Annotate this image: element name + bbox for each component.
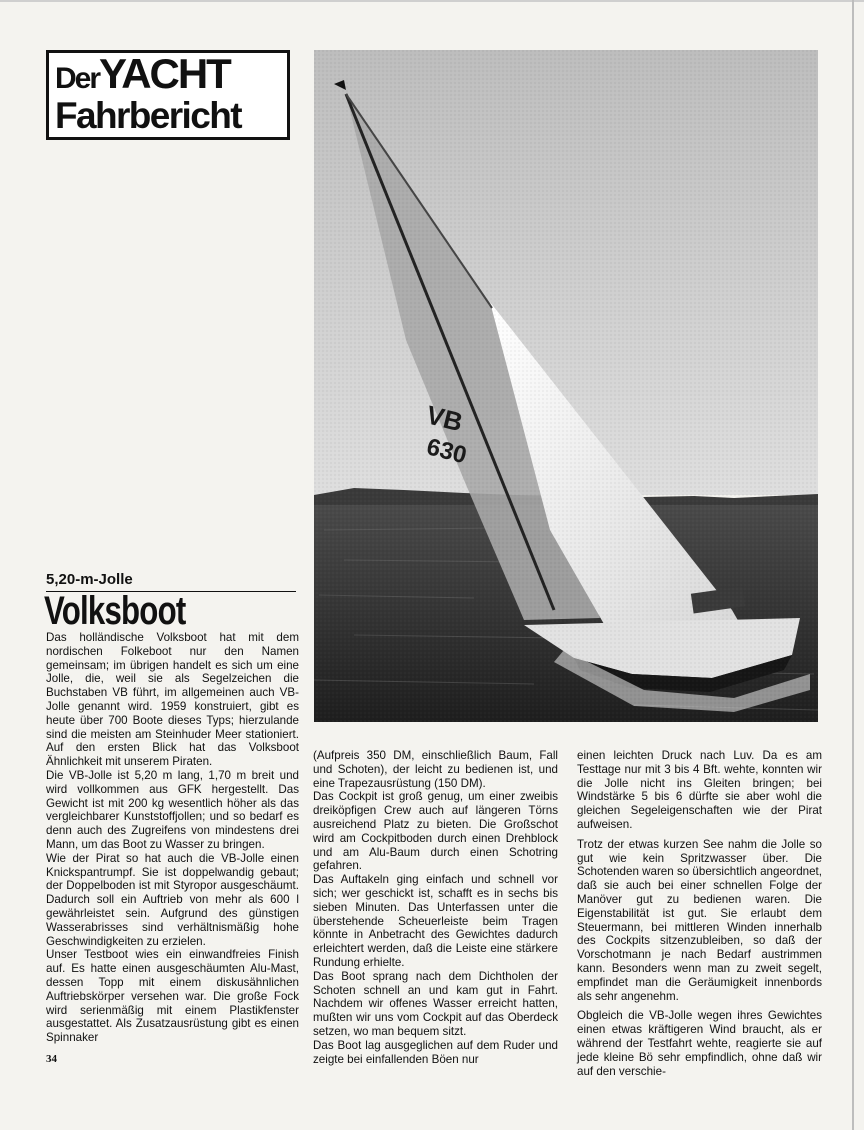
- logo-line-1: [55, 50, 230, 97]
- logo-der: Der: [55, 62, 100, 95]
- article-column-2: [313, 749, 558, 1066]
- page-edge-right: [852, 0, 854, 1130]
- article-subhead: 5,20-m-Jolle: [46, 571, 133, 588]
- photo-grain: [314, 50, 818, 722]
- page-number: 34: [46, 1053, 57, 1065]
- paragraph: Das holländische Volksboot hat mit dem nordischen Folkeboot nur den Namen gemeinsam; im übrigen handelt es sich um eine Jolle, die, weil sie als Segelzeichen die Buchstaben VB führt, im allgemeinen auch VB-Jolle genannt wird. 1959 konstruiert, gibt es heute über 700 Boote dieses Typs; hierzulande sind die meisten am Steinhuder Meer stationiert. Auf den ersten Blick hat das Volksboot Ähnlichkeit mit unserem Piraten.: [46, 631, 299, 769]
- paragraph: Die VB-Jolle ist 5,20 m lang, 1,70 m breit und wird vollkommen aus GFK hergestellt. Das Gewicht ist mit 200 kg wesentlich höher als das vergleichbarer Kunststoffjollen; und so bedarf es denn auch des Zugreifens von mindestens drei Mann, um das Boot zu Wasser zu bringen.: [46, 768, 299, 851]
- page-edge-top: [0, 0, 864, 2]
- paragraph: Das Boot sprang nach dem Dichtholen der Schoten schnell an und kam gut in Fahrt. Nachdem wir offenes Wasser erreicht hatten, mußten wir uns vom Cockpit auf das Oberdeck setzen, wo man bequem sitzt.: [313, 969, 558, 1038]
- logo-yacht: YACHT: [99, 50, 230, 97]
- paragraph: Das Boot lag ausgeglichen auf dem Ruder und zeigte bei einfallenden Böen nur: [313, 1038, 558, 1066]
- paragraph: einen leichten Druck nach Luv. Da es am Testtage nur mit 3 bis 4 Bft. wehte, konnten wir die Jolle nicht ins Gleiten bringen; bei Windstärke 5 bis 6 dürfte sie aber wohl die gleichen Segeleigenschaften wie der Pirat aufweisen.: [577, 749, 822, 831]
- paragraph: Das Cockpit ist groß genug, um einer zweibis dreiköpfigen Crew auch auf längeren Törns ausreichend Platz zu bieten. Die Großschot wird am Cockpitboden durch einen Drehblock und am Alu-Baum durch einen Schotring gefahren.: [313, 790, 558, 873]
- magazine-section-logo: [46, 50, 290, 140]
- article-headline: Volksboot: [44, 589, 186, 633]
- article-column-3: [577, 749, 822, 1078]
- sailboat-photo: [314, 50, 818, 722]
- paragraph: Obgleich die VB-Jolle wegen ihres Gewichtes einen etwas kräftigeren Wind braucht, als er während der Testfahrt wehte, reagierte sie auf jede kleine Bö sehr empfindlich, ohne daß wir auf den verschie-: [577, 1009, 822, 1078]
- paragraph: (Aufpreis 350 DM, einschließlich Baum, Fall und Schoten), der leicht zu bedienen ist, und eine Trapezausrüstung (150 DM).: [313, 749, 558, 790]
- article-column-1: [46, 631, 299, 1045]
- paragraph: Unser Testboot wies ein einwandfreies Finish auf. Es hatte einen ausgeschäumten Alu-Mast, dessen Topp mit einem diskusähnlichen Auftriebskörper versehen war. Die große Fock wird serienmäßig mit einem Plastikfenster ausgestattet. Als Zusatzausrüstung gibt es einen Spinnaker: [46, 948, 299, 1045]
- paragraph: Das Auftakeln ging einfach und schnell vor sich; wer geschickt ist, schafft es in sechs bis sieben Minuten. Das Unterfassen unter die überstehende Scheuerleiste beim Tragen könnte in Anbetracht des Gewichtes dadurch erleichtert werden, daß die Leiste eine stärkere Rundung erhielte.: [313, 873, 558, 969]
- logo-fahrbericht: Fahrbericht: [55, 95, 241, 136]
- paragraph: Wie der Pirat so hat auch die VB-Jolle einen Knickspantrumpf. Sie ist doppelwandig gebaut; der Doppelboden ist mit Styropor ausgeschäumt. Dadurch soll ein Auftrieb von mehr als 600 l gewährleistet sein. Aufgrund des günstigen Wasserabrisses sind verhältnismäßig hohe Geschwindigkeiten zu erzielen.: [46, 851, 299, 948]
- paragraph: Trotz der etwas kurzen See nahm die Jolle so gut wie kein Spritzwasser über. Die Schotenden waren so übersichtlich angeordnet, daß sie auch bei einer schnellen Folge der Manöver gut zu bedienen waren. Die Eigenstabilität ist gut. Sie erlaubt dem Steuermann, bei mittleren Winden innerhalb des Cockpits sitzenzubleiben, so daß der Vorschotmann je nach Bedarf austrimmen kann. Besonders wenn man zu zweit segelt, empfindet man die Geräumigkeit innenbords als sehr angenehm.: [577, 837, 822, 1003]
